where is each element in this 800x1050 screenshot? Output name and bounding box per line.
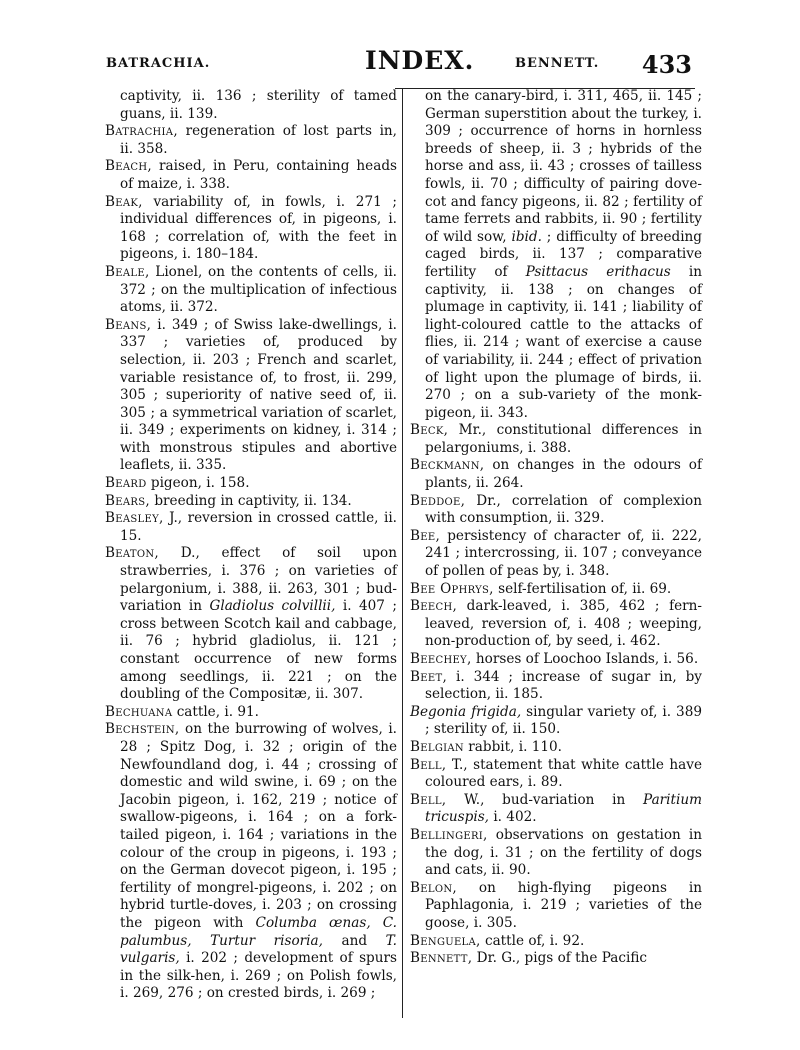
index-entry <box>410 493 702 528</box>
index-entry <box>410 651 702 669</box>
entry-headword: Bennett, <box>410 950 473 967</box>
entry-headword: Beard <box>105 475 147 492</box>
entry-text: on high-flying pigeons in Paphlagonia, i. 219 ; varieties of the goose, i. 305. <box>425 879 702 931</box>
header-right-guide-word: BENNETT. <box>515 56 600 71</box>
entry-text: i. 202 ; development of spurs in the silk-hen, i. 269 ; on Polish fowls, i. 269, 276 ; on crested birds, i. 269 ; <box>120 950 397 1002</box>
entry-text: regeneration of lost parts in, ii. 358. <box>120 123 397 157</box>
header-title: INDEX. <box>365 46 475 75</box>
entry-text: in captivity, ii. 138 ; on changes of plumage in captivity, ii. 141 ; liability of light-coloured cattle to the attacks of flies, ii. 214 ; want of exercise a cause of variability, ii. 244 ; effect of privation of light upon the plumage of birds, ii. 270 ; on a sub-variety of the monk-pigeon, ii. 343. <box>425 263 702 421</box>
index-entry <box>105 704 397 722</box>
entry-text: cattle of, i. 92. <box>480 932 585 949</box>
entry-headword: Beach, <box>105 158 153 175</box>
entry-text: ; difficulty of breeding caged birds, ii. 137 ; comparative fertility of <box>425 228 703 280</box>
entry-headword: Bee Ophrys, <box>410 580 494 597</box>
index-entry <box>105 510 397 545</box>
index-entry <box>410 457 702 492</box>
entry-headword: Bears, <box>105 492 151 509</box>
entry-text: i. 349 ; of Swiss lake-dwellings, i. 337 ; varieties of, produced by selection, ii. 203 ; French and scarlet, variable resistance of, to frost, ii. 299, 305 ; superiority of native seed of, ii. 305 ; a symmetrical variation of scarlet, ii. 349 ; experiments on kidney, i. 314 ; with monstrous stipules and abortive leaflets, ii. 335. <box>120 316 397 474</box>
entry-text: cattle, i. 91. <box>172 703 259 720</box>
page-number: 433 <box>641 50 692 79</box>
entry-italic: Psittacus erithacus <box>525 263 671 280</box>
entry-text: Dr. G., pigs of the Pacific <box>472 950 647 967</box>
entry-italic: Paritium tricuspis, <box>425 791 702 826</box>
entry-text: D., effect of soil upon strawberries, i. 376 ; on varieties of pelargonium, i. 388, ii. 263, 301 ; bud-variation in <box>120 545 397 615</box>
entry-text: horses of Loochoo Islands, i. 56. <box>471 651 699 667</box>
entry-headword: Benguela, <box>410 932 481 949</box>
index-entry <box>105 194 397 264</box>
entry-headword: Beak, <box>105 193 143 210</box>
entry-text: observations on gestation in the dog, i. 31 ; on the fertility of dogs and cats, ii. 90. <box>425 826 702 879</box>
column-divider <box>402 88 403 1018</box>
entry-text: i. 402. <box>489 809 537 826</box>
entry-text: raised, in Peru, containing heads of maize, i. 338. <box>120 158 397 192</box>
index-entry <box>410 88 702 422</box>
index-entry <box>105 721 397 1003</box>
entry-italic: Gladiolus colvillii, <box>209 598 336 615</box>
index-entry <box>410 933 702 951</box>
entry-text: and <box>322 932 386 949</box>
index-entry <box>105 475 397 493</box>
entry-headword: Beaton, <box>105 545 160 562</box>
index-entry <box>410 528 702 581</box>
entry-headword: Bechuana <box>105 703 173 720</box>
index-entry <box>105 158 397 193</box>
entry-headword: Belgian <box>410 738 464 755</box>
index-entry <box>410 827 702 880</box>
entry-text: variability of, in fowls, i. 271 ; individual differences of, in pigeons, i. 168 ; correlation of, with the feet in pigeons, i. 180–184. <box>120 193 397 263</box>
entry-italic: ibid. <box>511 228 542 245</box>
index-entry <box>410 669 702 704</box>
index-entry <box>105 123 397 158</box>
index-entry <box>410 422 702 457</box>
entry-headword: Beechey, <box>410 651 472 667</box>
entry-text: persistency of character of, ii. 222, 241 ; intercrossing, ii. 107 ; conveyance of pollen of peas by, i. 348. <box>425 527 702 580</box>
entry-text: dark-leaved, i. 385, 462 ; fern-leaved, reversion of, i. 408 ; weeping, non-production of, by seed, i. 462. <box>425 598 702 650</box>
entry-headword: Beddoe, <box>410 492 466 509</box>
entry-text: J., reversion in crossed cattle, ii. 15. <box>120 510 397 544</box>
entry-text: i. 344 ; increase of sugar in, by selection, ii. 185. <box>425 668 702 703</box>
entry-headword: Beans, <box>105 316 152 333</box>
entry-headword: Bechstein, <box>105 721 180 738</box>
entry-text: Dr., correlation of complexion with consumption, ii. 329. <box>425 492 702 527</box>
index-entry <box>410 739 702 757</box>
index-entry <box>410 598 702 651</box>
index-entry <box>105 317 397 475</box>
entry-headword: Belon, <box>410 879 457 896</box>
entry-text: captivity, ii. 136 ; sterility of tamed guans, ii. 139. <box>120 88 397 122</box>
page-header <box>100 46 700 90</box>
entry-headword: Beale, <box>105 263 150 280</box>
entry-headword: Bell, <box>410 791 447 808</box>
entry-text: on changes in the odours of plants, ii. 264. <box>425 457 702 492</box>
entry-text: i. 407 ; cross between Scotch kail and cabbage, ii. 76 ; hybrid gladiolus, ii. 121 ; constant occurrence of new forms among seedlings, ii. 221 ; on the doubling of the Compositæ, ii. 307. <box>120 598 397 703</box>
entry-text: breeding in captivity, ii. 134. <box>150 492 352 509</box>
index-column-right <box>410 88 702 968</box>
index-entry <box>410 581 702 599</box>
entry-headword: Bellingeri, <box>410 826 488 843</box>
entry-headword: Beasley, <box>105 510 164 527</box>
entry-text: T., statement that white cattle have coloured ears, i. 89. <box>425 756 702 791</box>
index-entry <box>410 950 702 968</box>
entry-text: W., bud-variation in <box>446 791 644 808</box>
index-column-left <box>105 88 397 1003</box>
entry-headword: Bell, <box>410 756 447 773</box>
index-entry <box>410 792 702 827</box>
entry-italic: Columba œnas, C. palumbus, Turtur risoria, <box>120 914 397 949</box>
entry-headword: Beech, <box>410 598 458 615</box>
entry-headword: Batrachia, <box>105 123 178 140</box>
entry-italic: T. vulgaris, <box>120 932 397 967</box>
entry-headword: Beet, <box>410 668 448 685</box>
entry-text: rabbit, i. 110. <box>463 738 562 755</box>
index-entry <box>410 704 702 739</box>
entry-text: singular variety of, i. 389 ; sterility of, ii. 150. <box>425 703 702 738</box>
header-left-guide-word: BATRACHIA. <box>106 56 211 71</box>
index-entry <box>105 88 397 123</box>
entry-text: on the canary-bird, i. 311, 465, ii. 145 ; German superstition about the turkey, i. 309 ; occurrence of horns in hornless breeds of sheep, ii. 3 ; hybrids of the horse and ass, ii. 43 ; crosses of tailless fowls, ii. 70 ; difficulty of pairing dove-cot and fancy pigeons, ii. 82 ; fertility of tame ferrets and rabbits, ii. 90 ; fertility of wild sow, <box>425 88 702 245</box>
entry-text: self-fertilisation of, ii. 69. <box>493 580 672 597</box>
index-entry <box>105 545 397 703</box>
index-entry <box>410 880 702 933</box>
index-entry <box>105 493 397 511</box>
index-entry <box>105 264 397 317</box>
entry-headword: Bee, <box>410 527 441 544</box>
index-entry <box>410 757 702 792</box>
entry-headword: Beck, <box>410 422 449 439</box>
entry-text: on the burrowing of wolves, i. 28 ; Spitz Dog, i. 32 ; origin of the Newfoundland dog, i. 44 ; crossing of domestic and wild swine, i. 69 ; on the Jacobin pigeon, i. 162, 219 ; notice of swallow-pigeons, i. 164 ; on a fork-tailed pigeon, i. 164 ; variations in the colour of the croup in pigeons, i. 193 ; on the German dovecot pigeon, i. 195 ; fertility of mongrel-pigeons, i. 202 ; on hybrid turtle-doves, i. 203 ; on crossing the pigeon with <box>120 721 397 931</box>
entry-text: Lionel, on the contents of cells, ii. 372 ; on the multiplication of infectious atoms, ii. 372. <box>120 263 397 316</box>
entry-headword: Beckmann, <box>410 457 485 474</box>
entry-text: Mr., constitutional differences in pelargoniums, i. 388. <box>425 422 702 456</box>
entry-headword-italic: Begonia frigida, <box>410 703 522 720</box>
entry-text: pigeon, i. 158. <box>146 475 250 492</box>
